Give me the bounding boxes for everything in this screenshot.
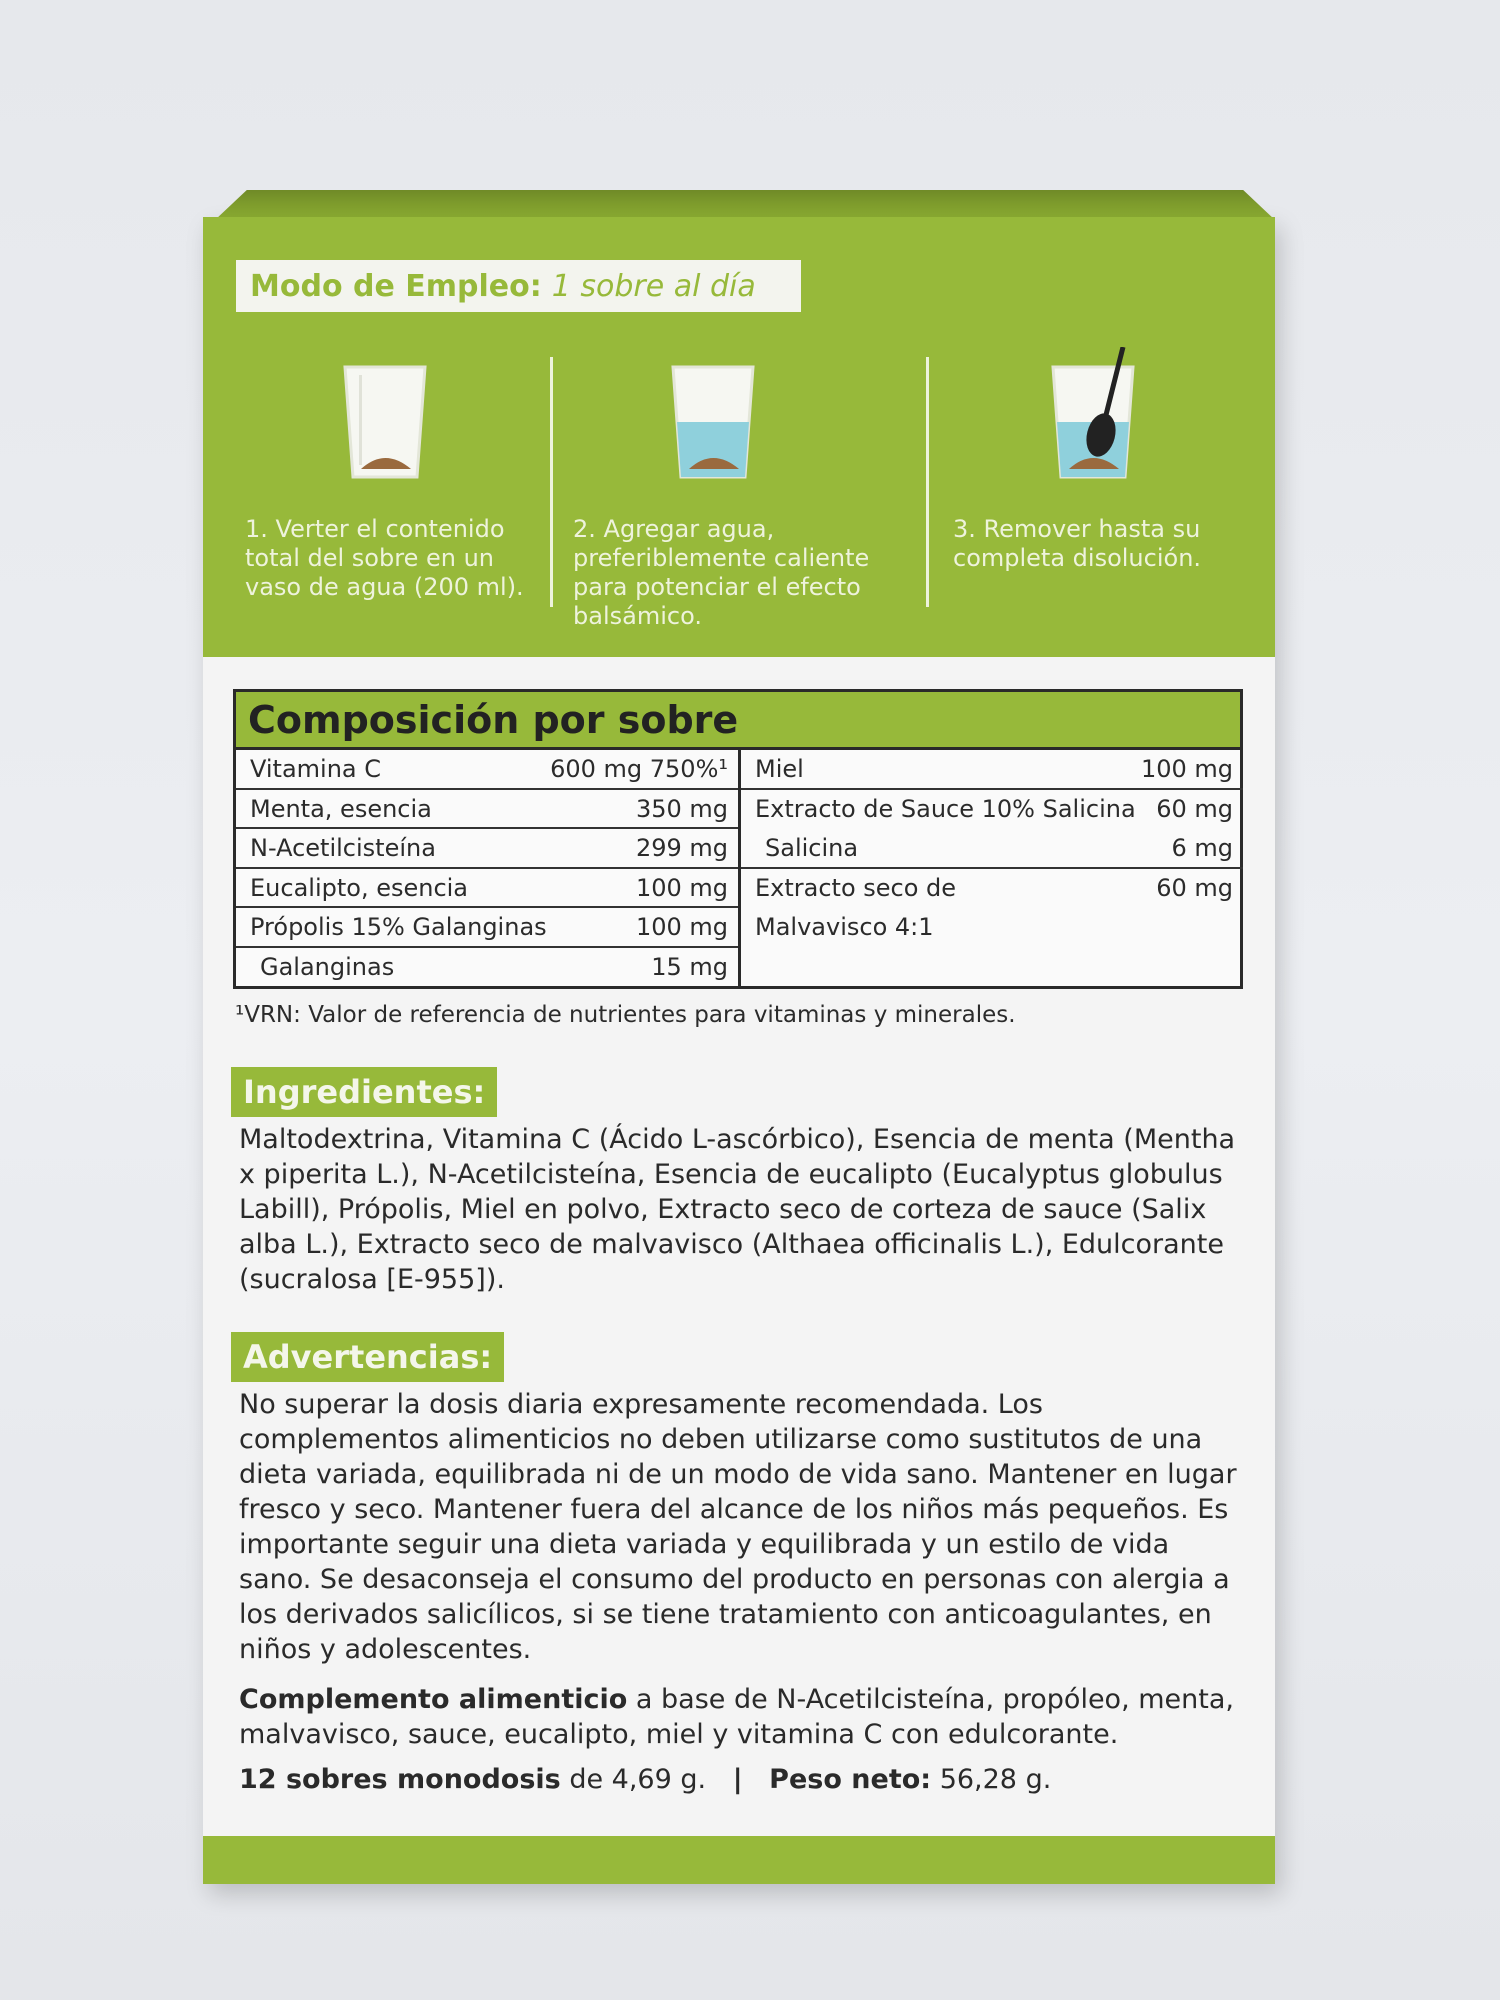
composition-row bbox=[741, 790, 1243, 830]
step-1-text: 1. Verter el contenido total del sobre en un vaso de agua (200 ml). bbox=[245, 515, 524, 601]
composition-left-column bbox=[236, 750, 741, 987]
step-3 bbox=[953, 347, 1253, 573]
sachet-weight: de 4,69 g. bbox=[569, 1764, 707, 1795]
nutrient-name: Miel bbox=[755, 755, 804, 783]
net-weight-value: 56,28 g. bbox=[939, 1764, 1052, 1795]
box-top-flap bbox=[215, 190, 1275, 220]
nutrient-name: Salicina bbox=[765, 834, 859, 862]
nutrient-amount: 100 mg bbox=[635, 873, 728, 902]
nutrient-amount: 60 mg bbox=[1156, 794, 1233, 823]
nutrient-name: Menta, esencia bbox=[250, 794, 432, 823]
sachet-count: 12 sobres monodosis bbox=[239, 1764, 561, 1795]
nutrient-amount: 100 mg bbox=[635, 913, 728, 941]
composition-row bbox=[236, 750, 738, 790]
composition-row bbox=[236, 829, 738, 869]
step-divider bbox=[926, 357, 929, 607]
glass-powder-icon bbox=[245, 347, 545, 487]
composition-right-column bbox=[741, 750, 1243, 948]
ingredients-text: Maltodextrina, Vitamina C (Ácido L-ascórbico), Esencia de menta (Mentha x piperita L.), N-Acetilcisteína, Esencia de eucalipto (Eucalyptus globulus Labill), Própolis, Miel en polvo, Extracto seco de corteza de sauce (Salix alba L.), Extracto seco de malvavisco (Althaea officinalis L.), Edulcorante (sucralosa [E-955]). bbox=[239, 1124, 1236, 1295]
composition-row bbox=[236, 908, 738, 948]
step-divider bbox=[550, 357, 553, 607]
nutrient-name: Própolis 15% Galanginas bbox=[250, 913, 547, 941]
nutrient-name: N-Acetilcisteína bbox=[250, 834, 436, 862]
nutrient-name: Malvavisco 4:1 bbox=[755, 913, 934, 941]
product-quantity bbox=[239, 1762, 1249, 1797]
composition-row bbox=[741, 869, 1243, 909]
warnings-label: Advertencias: bbox=[231, 1332, 504, 1382]
separator: | bbox=[732, 1764, 743, 1795]
vrn-footnote: ¹VRN: Valor de referencia de nutrientes para vitaminas y minerales. bbox=[235, 1002, 1016, 1028]
ingredients-label: Ingredientes: bbox=[231, 1067, 497, 1117]
product-description bbox=[239, 1682, 1249, 1752]
usage-banner bbox=[236, 260, 801, 312]
composition-row bbox=[236, 948, 738, 988]
product-type-detail: a base de N-Acetilcisteína, propóleo, menta, malvavisco, sauce, eucalipto, miel y vitamina C con edulcorante. bbox=[239, 1684, 1234, 1750]
nutrient-amount: 100 mg bbox=[1140, 755, 1233, 783]
nutrient-name: Galanginas bbox=[260, 952, 395, 981]
nutrient-name: Extracto de Sauce 10% Salicina bbox=[755, 794, 1136, 823]
glass-spoon-icon bbox=[953, 347, 1253, 487]
nutrient-amount: 15 mg bbox=[651, 952, 728, 981]
nutrient-name: Eucalipto, esencia bbox=[250, 873, 469, 902]
composition-row bbox=[741, 750, 1243, 790]
composition-row bbox=[236, 790, 738, 830]
bottom-band bbox=[203, 1836, 1275, 1884]
nutrient-amount: 350 mg bbox=[635, 794, 728, 823]
step-2-text: 2. Agregar agua, preferiblemente caliente para potenciar el efecto balsámico. bbox=[573, 515, 870, 630]
nutrient-amount: 299 mg bbox=[635, 834, 728, 862]
product-type: Complemento alimenticio bbox=[239, 1684, 628, 1715]
composition-table bbox=[233, 689, 1243, 989]
composition-title: Composición por sobre bbox=[236, 692, 1240, 750]
nutrient-amount: 600 mg 750%¹ bbox=[550, 755, 728, 783]
composition-row bbox=[236, 869, 738, 909]
nutrient-amount: 60 mg bbox=[1156, 873, 1233, 902]
net-weight-label: Peso neto: bbox=[769, 1764, 932, 1795]
composition-row bbox=[741, 829, 1243, 869]
glass-water-icon bbox=[573, 347, 873, 487]
composition-row bbox=[741, 908, 1243, 948]
usage-dose: 1 sobre al día bbox=[551, 268, 756, 304]
nutrient-name: Extracto seco de bbox=[755, 873, 957, 902]
usage-title: Modo de Empleo: bbox=[250, 268, 542, 304]
step-1 bbox=[245, 347, 545, 602]
step-3-text: 3. Remover hasta su completa disolución. bbox=[953, 515, 1202, 572]
product-box-back bbox=[203, 217, 1275, 1884]
nutrient-amount: 6 mg bbox=[1171, 834, 1233, 862]
warnings-text: No superar la dosis diaria expresamente recomendada. Los complementos alimenticios no deben utilizarse como sustitutos de una dieta variada, equilibrada ni de un modo de vida sano. Mantener en lugar fresco y seco. Mantener fuera del alcance de los niños más pequeños. Es importante seguir una dieta variada y equilibrada y un estilo de vida sano. Se desaconseja el consumo del producto en personas con alergia a los derivados salicílicos, si se tiene tratamiento con anticoagulantes, en niños y adolescentes. bbox=[239, 1389, 1237, 1665]
nutrient-name: Vitamina C bbox=[250, 755, 382, 783]
usage-panel bbox=[203, 217, 1275, 657]
step-2 bbox=[573, 347, 873, 631]
